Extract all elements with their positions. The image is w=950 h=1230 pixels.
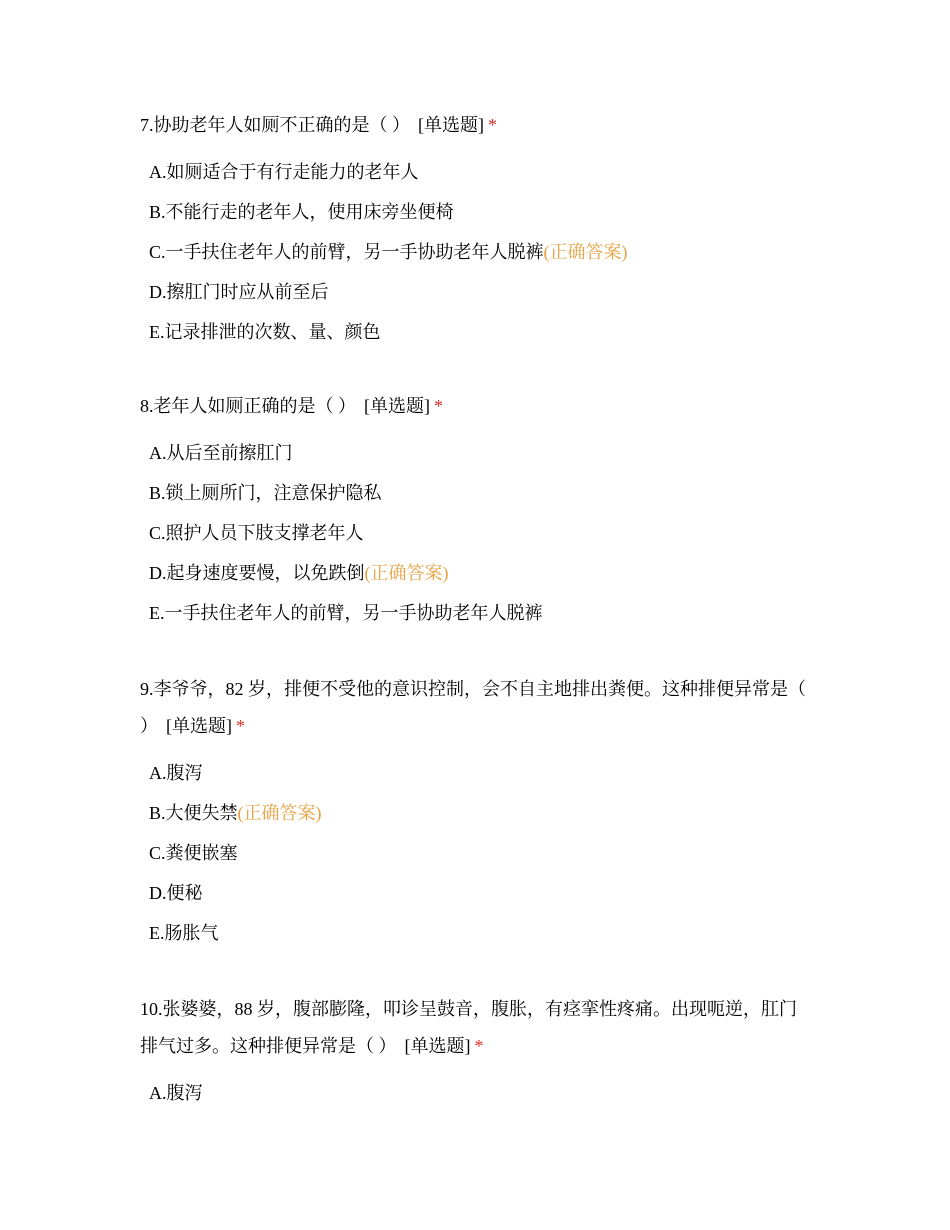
question-9 [140,671,812,953]
question-type: [单选题] [364,396,430,416]
option-b: B.锁上厕所门，注意保护隐私 [149,483,382,503]
question-type: [单选题] [418,115,484,135]
option-e: E.记录排泄的次数、量、颜色 [149,322,381,342]
question-10-text [140,991,812,1065]
question-10 [140,991,812,1113]
question-stem: 张婆婆，88 岁，腹部膨隆，叩诊呈鼓音，腹胀，有痉挛性疼痛。出现呃逆，肛门排气过多。这种排便异常是（ ） [140,999,797,1056]
question-9-text [140,671,812,745]
option-a: A.如厕适合于有行走能力的老年人 [149,162,419,182]
required-mark: * [236,716,245,736]
question-stem: 老年人如厕正确的是（ ） [153,396,356,416]
option-list [149,152,812,352]
question-stem: 协助老年人如厕不正确的是（ ） [153,115,410,135]
option-b: B.不能行走的老年人，使用床旁坐便椅 [149,202,454,222]
question-number: 8. [140,396,154,416]
option-c: C.照护人员下肢支撑老年人 [149,523,364,543]
option-a: A.腹泻 [149,1083,203,1103]
option-list [149,433,812,633]
question-number: 10. [140,999,163,1019]
correct-answer-tag: (正确答案) [543,242,628,262]
option-list [149,753,812,953]
question-type: [单选题] [404,1036,471,1056]
option-a: A.从后至前擦肛门 [149,443,293,463]
question-number: 9. [140,679,154,699]
option-e: E.一手扶住老年人的前臂，另一手协助老年人脱裤 [149,603,543,623]
option-c: C.一手扶住老年人的前臂，另一手协助老年人脱裤(正确答案) [149,242,628,262]
required-mark: * [434,396,443,416]
question-7 [140,107,812,352]
required-mark: * [488,115,497,135]
option-list [149,1073,812,1113]
question-7-text [140,107,812,144]
correct-answer-tag: (正确答案) [364,563,449,583]
question-8 [140,388,812,633]
option-d: D.擦肛门时应从前至后 [149,282,329,302]
correct-answer-tag: (正确答案) [237,803,322,823]
required-mark: * [474,1036,484,1056]
option-d: D.便秘 [149,883,203,903]
option-e: E.肠胀气 [149,923,219,943]
option-b: B.大便失禁(正确答案) [149,803,322,823]
option-a: A.腹泻 [149,763,203,783]
question-8-text [140,388,812,425]
option-c: C.粪便嵌塞 [149,843,238,863]
option-d: D.起身速度要慢，以免跌倒(正确答案) [149,563,449,583]
question-stem: 李爷爷，82 岁，排便不受他的意识控制，会不自主地排出粪便。这种排便异常是（ ） [140,679,806,736]
question-type: [单选题] [166,716,232,736]
question-number: 7. [140,115,154,135]
